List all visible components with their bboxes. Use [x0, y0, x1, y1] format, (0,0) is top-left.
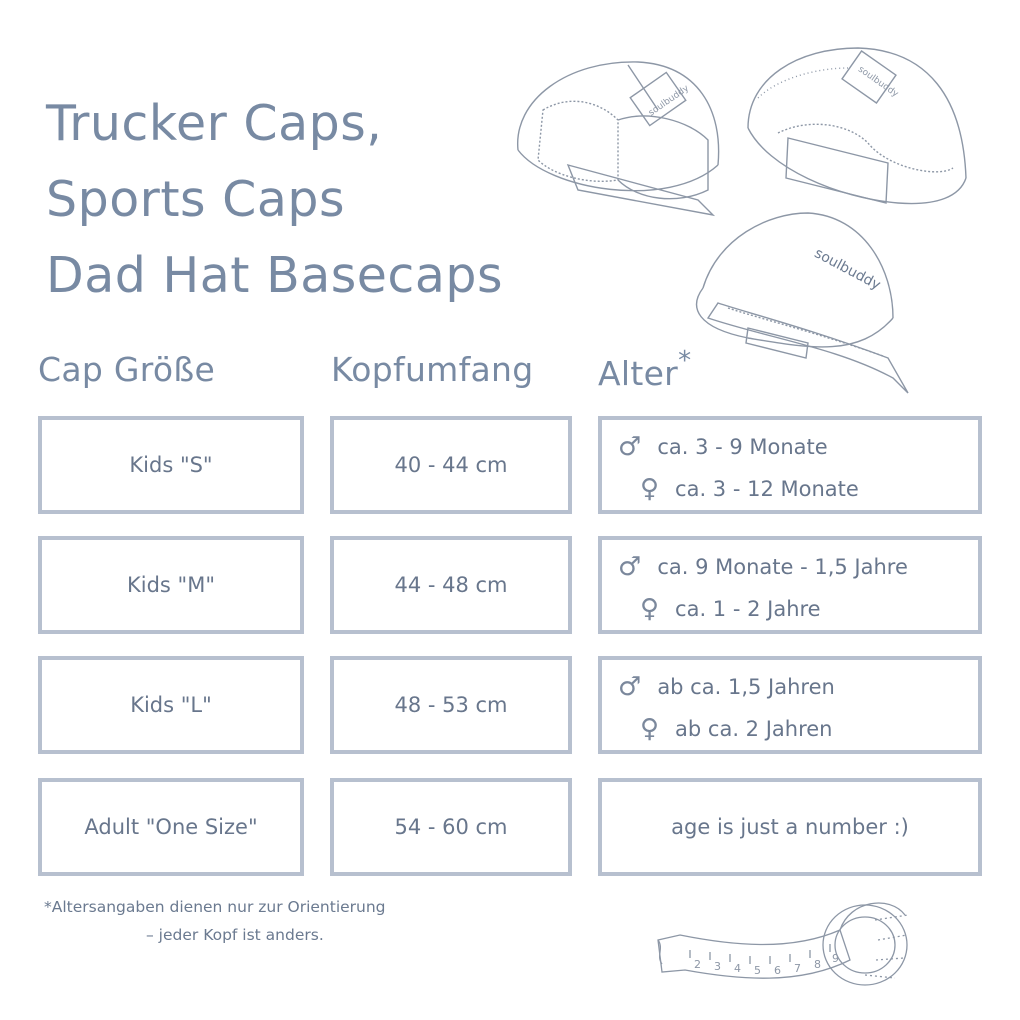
female-age-line	[640, 476, 859, 502]
male-age-value: ab ca. 1,5 Jahren	[657, 675, 835, 699]
footnote-line-2: – jeder Kopf ist anders.	[146, 926, 324, 944]
age-cell	[598, 416, 982, 514]
female-icon: ♀	[640, 594, 660, 624]
footnote-line-1: *Altersangaben dienen nur zur Orientierung	[44, 898, 386, 916]
footnote	[44, 893, 386, 949]
age-cell	[598, 656, 982, 754]
female-age-line	[640, 596, 821, 622]
female-age-value: ca. 1 - 2 Jahre	[675, 597, 821, 621]
cap-brand-text-1: soulbuddy	[647, 83, 691, 119]
size-cell	[38, 778, 304, 876]
column-header-age-label: Alter	[598, 354, 679, 393]
title-line-2: Sports Caps	[46, 171, 346, 228]
size-value: Kids "S"	[129, 453, 213, 477]
size-value: Adult "One Size"	[84, 815, 258, 839]
age-value: age is just a number :)	[671, 815, 909, 839]
age-cell	[598, 778, 982, 876]
male-age-line	[618, 674, 835, 700]
male-icon: ♂	[618, 552, 642, 582]
circumference-value: 48 - 53 cm	[394, 693, 508, 717]
size-value: Kids "L"	[130, 693, 212, 717]
tape-number: 2	[694, 958, 701, 971]
age-cell	[598, 536, 982, 634]
circumference-cell	[330, 656, 572, 754]
age-asterisk: *	[678, 346, 692, 376]
female-age-line	[640, 716, 833, 742]
size-value: Kids "M"	[127, 573, 215, 597]
title-line-3: Dad Hat Basecaps	[46, 247, 504, 304]
tape-number: 8	[814, 958, 821, 971]
male-icon: ♂	[618, 432, 642, 462]
circumference-cell	[330, 416, 572, 514]
cap-illustration-back-right	[738, 38, 973, 218]
male-age-value: ca. 9 Monate - 1,5 Jahre	[657, 555, 908, 579]
column-header-age	[598, 346, 692, 393]
female-age-value: ab ca. 2 Jahren	[675, 717, 833, 741]
circumference-value: 40 - 44 cm	[394, 453, 508, 477]
measuring-tape-icon	[650, 890, 920, 995]
circumference-cell	[330, 778, 572, 876]
tape-number: 6	[774, 964, 781, 977]
circumference-value: 54 - 60 cm	[394, 815, 508, 839]
female-icon: ♀	[640, 714, 660, 744]
tape-number: 7	[794, 962, 801, 975]
size-cell	[38, 656, 304, 754]
size-cell	[38, 416, 304, 514]
size-cell	[38, 536, 304, 634]
male-age-value: ca. 3 - 9 Monate	[657, 435, 828, 459]
column-header-size: Cap Größe	[38, 350, 216, 389]
tape-number: 4	[734, 962, 741, 975]
female-age-value: ca. 3 - 12 Monate	[675, 477, 859, 501]
tape-number: 9	[832, 952, 839, 965]
male-age-line	[618, 554, 908, 580]
male-age-line	[618, 434, 828, 460]
column-header-circumference: Kopfumfang	[331, 350, 534, 389]
cap-brand-text-2: soulbuddy	[856, 64, 900, 100]
circumference-cell	[330, 536, 572, 634]
cap-illustration-dad-hat	[688, 208, 918, 398]
male-icon: ♂	[618, 672, 642, 702]
title-line-1: Trucker Caps,	[46, 95, 383, 152]
tape-number: 3	[714, 960, 721, 973]
circumference-value: 44 - 48 cm	[394, 573, 508, 597]
cap-illustration-back-left	[508, 40, 738, 220]
female-icon: ♀	[640, 474, 660, 504]
page-title	[46, 86, 503, 314]
cap-brand-text-3: soulbuddy	[811, 245, 884, 294]
tape-number: 5	[754, 964, 761, 977]
